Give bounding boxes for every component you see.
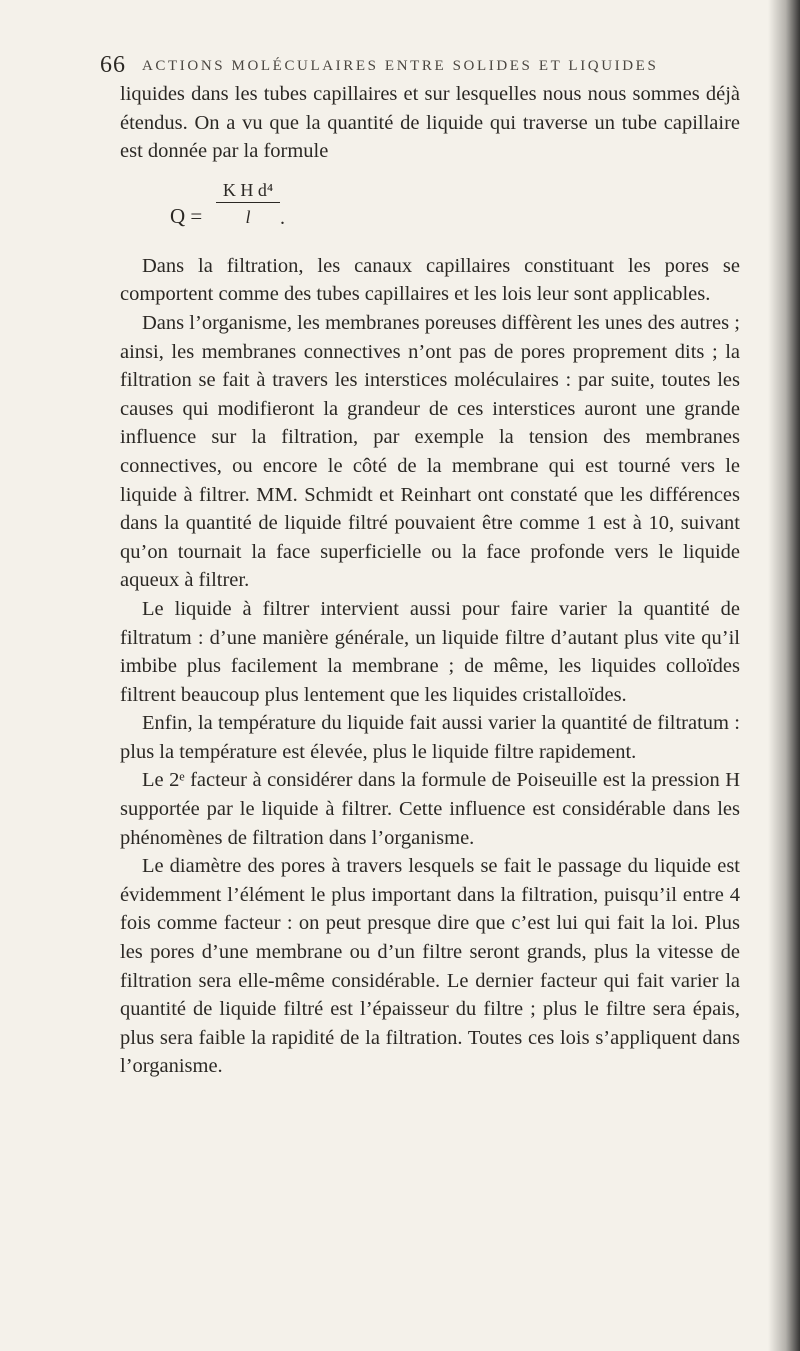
paragraph-2: Dans la filtration, les canaux capillaires constituant les pores se comportent comme des tubes capillaires et les lois leur sont applicables.: [120, 254, 740, 306]
formula-fraction: [216, 180, 280, 228]
paragraph-3: Dans l’organisme, les membranes poreuses diffèrent les unes des autres ; ainsi, les membranes connectives n’ont pas de pores proprement dits ; la filtration se fait à travers les interstices moléculaires : par suite, toutes les causes qui modifieront la grandeur de ces interstices auront une grande influence sur la filtration, par exemple la tension des membranes connectives, ou encore le côté de la membrane qui est tourné vers le liquide à filtrer. MM. Schmidt et Reinhart ont constaté que les différences dans la quantité de liquide filtré pouvaient être comme 1 est à 10, suivant qu’on tournait la face superficielle ou la face profonde vers le liquide aqueux à filtrer.: [120, 311, 740, 592]
paragraph-5: Enfin, la température du liquide fait aussi varier la quantité de filtratum : plus la température est élevée, plus le liquide filtre rapidement.: [120, 712, 740, 763]
paragraph-1: liquides dans les tubes capillaires et sur lesquelles nous nous sommes déjà étendus. On a vu que la quantité de liquide qui traverse un tube capillaire est donnée par la formule: [120, 83, 740, 163]
poiseuille-formula: [120, 166, 740, 252]
paragraph-7: Le diamètre des pores à travers lesquels se fait le passage du liquide est évidemment l’élément le plus important dans la filtration, puisqu’il entre 4 fois comme facteur : on peut presque dire que c’est lui qui fait la loi. Plus les pores d’une membrane ou d’un filtre seront grands, plus la vitesse de filtration sera elle-même considérable. Le dernier facteur qui fait varier la quantité de liquide filtré est l’épaisseur du filtre ; plus le filtre sera épais, plus sera faible la rapidité de la filtration. Toutes ces lois s’appliquent dans l’organisme.: [120, 855, 740, 1078]
formula-numerator: K H d⁴: [222, 179, 274, 200]
page-edge-shadow: [768, 0, 800, 1351]
running-header: [100, 52, 720, 82]
paragraph-6: Le 2ᵉ facteur à considérer dans la formule de Poiseuille est la pression H supportée par le liquide à filtrer. Cette influence est considérable dans les phénomènes de filtration dans l’organisme.: [120, 769, 740, 849]
paragraph-4: Le liquide à filtrer intervient aussi pour faire varier la quantité de filtratum : d’une manière générale, un liquide filtre d’autant plus vite qu’il imbibe plus facilement la membrane ; de même, les liquides colloïdes filtrent beaucoup plus lentement que les liquides cristalloïdes.: [120, 597, 740, 706]
running-title: ACTIONS MOLÉCULAIRES ENTRE SOLIDES ET LIQUIDES: [142, 58, 659, 74]
formula-denominator: l: [245, 206, 251, 227]
fraction-bar: [216, 202, 280, 203]
page-number: 66: [100, 52, 126, 78]
formula-period: .: [280, 206, 285, 229]
body-text: [120, 80, 740, 1081]
formula-lhs: Q =: [170, 203, 203, 228]
